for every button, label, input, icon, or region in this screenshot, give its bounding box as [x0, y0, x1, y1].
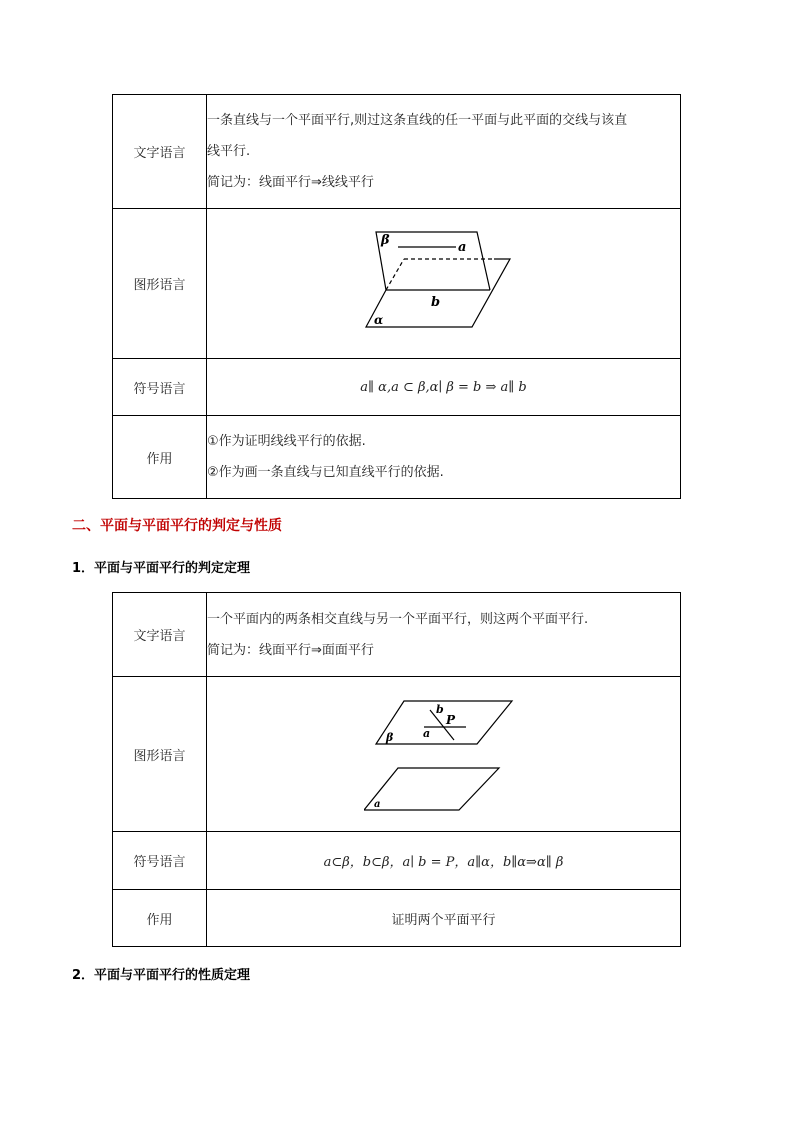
label-a: a	[422, 727, 430, 740]
row-label: 图形语言	[113, 677, 207, 832]
statement-line: 一个平面内的两条相交直线与另一个平面平行，则这两个平面平行.	[207, 611, 589, 627]
subsection-heading: 2．平面与平面平行的性质定理	[72, 968, 251, 983]
plane-beta	[376, 232, 490, 290]
text-language-cell	[207, 593, 681, 677]
use-line: ②作为画一条直线与已知直线平行的依据.	[207, 465, 444, 480]
figure-language-row	[113, 209, 681, 359]
label-alpha: α	[373, 312, 383, 327]
row-label: 文字语言	[113, 95, 207, 209]
row-label: 作用	[113, 890, 207, 947]
label-alpha: a	[373, 799, 380, 810]
row-label: 文字语言	[113, 593, 207, 677]
use-cell	[207, 416, 681, 499]
formula: a⊂β，b⊂β，a∣ b = P，a∥α，b∥α⇒α∥ β	[207, 832, 681, 890]
text-language-row	[113, 593, 681, 677]
row-label: 符号语言	[113, 832, 207, 890]
statement-line: 线平行.	[207, 144, 251, 159]
plane-alpha	[366, 259, 510, 327]
figure-cell	[207, 209, 681, 359]
plane-alpha-hidden-edge	[386, 259, 404, 290]
symbol-language-row	[113, 832, 681, 890]
summary-line: 简记为：线面平行⇒面面平行	[207, 642, 374, 658]
figure-cell	[207, 677, 681, 832]
label-a: a	[457, 239, 466, 255]
summary-line: 简记为：线面平行⇒线线平行	[207, 175, 374, 190]
plane-plane-criterion-table	[112, 592, 681, 947]
symbol-language-row	[113, 359, 681, 416]
use-row	[113, 416, 681, 499]
text-language-row	[113, 95, 681, 209]
line-plane-diagram	[364, 229, 524, 339]
line-plane-property-table	[112, 94, 681, 499]
plane-alpha	[364, 768, 499, 810]
label-b: b	[430, 294, 440, 310]
text-language-cell	[207, 95, 681, 209]
label-beta: β	[385, 731, 393, 744]
label-b: b	[435, 703, 444, 716]
row-label: 符号语言	[113, 359, 207, 416]
statement-line: 一条直线与一个平面平行,则过这条直线的任一平面与此平面的交线与该直	[207, 113, 628, 128]
label-beta: β	[380, 232, 390, 248]
section-heading: 二、平面与平面平行的判定与性质	[72, 518, 282, 534]
label-P: P	[445, 713, 455, 727]
plane-beta	[376, 701, 512, 744]
subsection-heading: 1．平面与平面平行的判定定理	[72, 561, 251, 576]
plane-plane-diagram	[364, 694, 524, 814]
use-text: 证明两个平面平行	[207, 890, 681, 947]
use-row	[113, 890, 681, 947]
figure-language-row	[113, 677, 681, 832]
row-label: 作用	[113, 416, 207, 499]
formula: a∥ α,a ⊂ β,α∣ β = b ⇒ a∥ b	[207, 359, 681, 416]
use-line: ①作为证明线线平行的依据.	[207, 434, 366, 449]
row-label: 图形语言	[113, 209, 207, 359]
